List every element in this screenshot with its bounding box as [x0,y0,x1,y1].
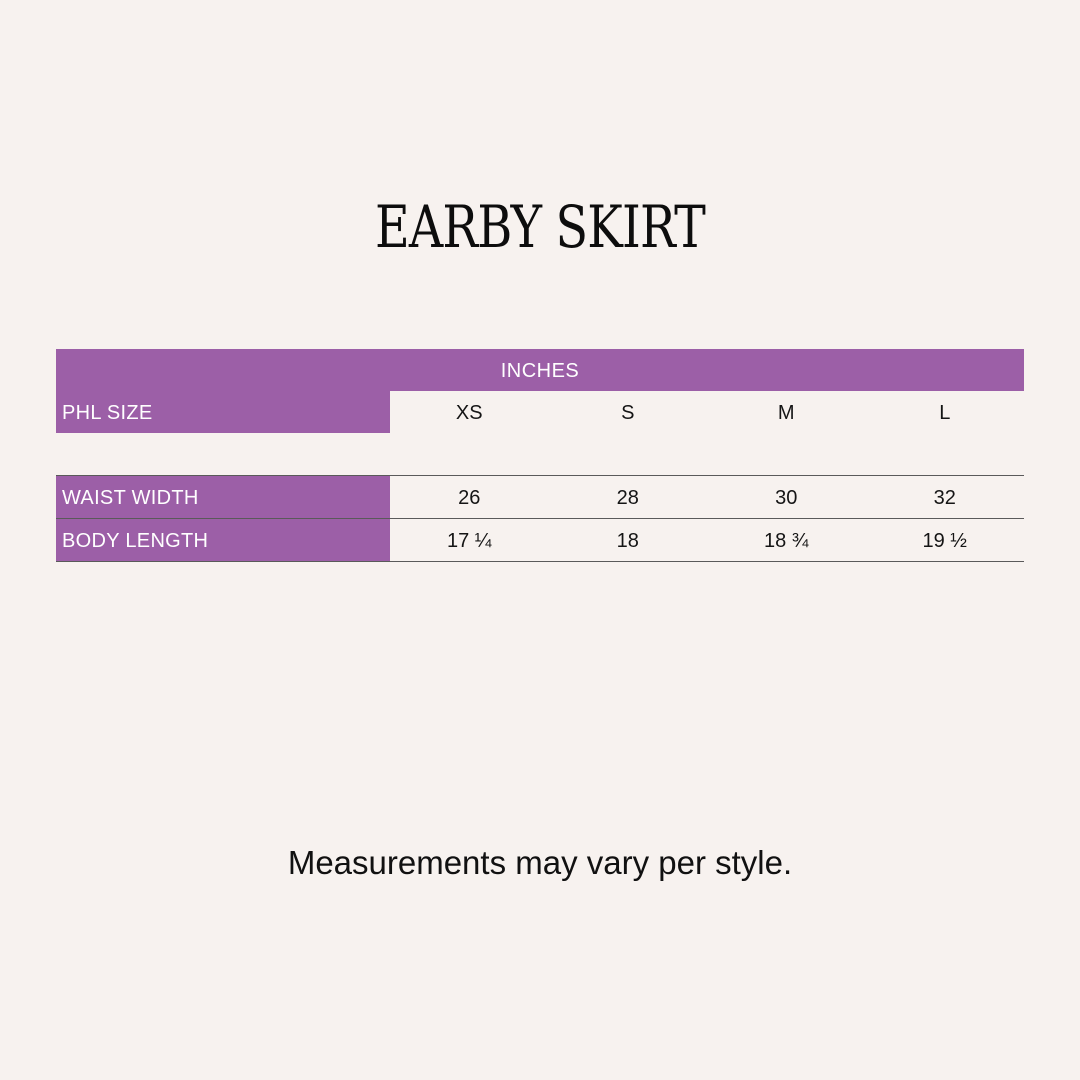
size-label: PHL SIZE [56,391,390,433]
page-title: EARBY SKIRT [374,193,706,261]
table-spacer [56,433,1024,475]
size-xs: XS [455,402,483,424]
size-s: S [621,402,635,424]
size-m: M [777,402,795,424]
table-cell: 18 ¾ [764,530,809,552]
row-label: WAIST WIDTH [56,476,390,518]
table-row-body-length [56,519,1024,562]
row-label: BODY LENGTH [56,519,390,561]
size-l: L [939,402,951,424]
table-cell: 18 [616,530,639,552]
units-header: INCHES [56,349,1024,391]
size-header-row [56,391,1024,433]
table-cell: 30 [775,487,798,509]
table-cell: 19 ½ [922,530,967,552]
table-cell: 28 [616,487,639,509]
table-cell: 17 ¼ [447,530,492,552]
size-chart-table [56,349,1024,562]
measurement-note: Measurements may vary per style. [287,844,793,881]
table-row-waist-width [56,475,1024,519]
table-cell: 32 [933,487,956,509]
table-cell: 26 [458,487,481,509]
